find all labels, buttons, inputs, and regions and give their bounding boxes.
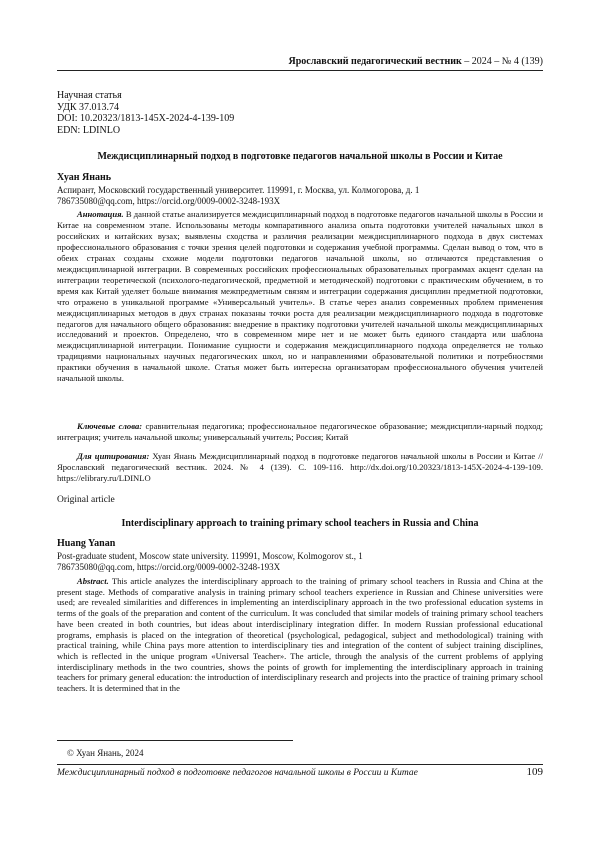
abstract-text-en: This article analyzes the interdisciplinary approach to the training of primary school teachers in Russia and China at the present stage. Methods of comparative analysis in training primary school teachers experience in Russian and Chinese universities were used; are revealed similarities and differences in implementing an interdisciplinary approach in the two professional education systems in terms of the goals of the preparation and content of the curriculum. It was concluded that similar models of training primary school teachers have been created in both countries, but ideas about interdisciplinary integration differ. In modern Russian professional educational programs, emphasis is placed on the integration of theoretical (psychological, pedagogical, subject and methodological) training with practical training, while China pays more attention to interdisciplinary ties and integration of the content of subject training disciplines, which is reflected in the unique program «Universal Teacher». The article, through the analysis of the current problems of applying interdisciplinary methods in the two countries, shows the points of growth for implementing the interdisciplinary approach in training teachers for primary general education: the introduction of interdisciplinary research and projects into the practice of training primary school teachers. It is determined that in the bbox=[57, 576, 543, 694]
abstract-ru bbox=[57, 209, 543, 384]
journal-name: Ярославский педагогический вестник bbox=[288, 56, 462, 67]
citation-text-ru: Хуан Янань Междисциплинарный подход в подготовке педагогов начальной школы в России и Китае // Ярославский педагогический вестник. 2024. № 4 (139). С. 109-116. http://dx.doi.org/10.20323/1813-145X-2024-4-139-109. https://elibrary.ru/LDINLO bbox=[57, 451, 544, 483]
article-meta bbox=[57, 90, 543, 136]
citation-label-ru: Для цитирования: bbox=[77, 451, 150, 461]
page-number: 109 bbox=[526, 766, 543, 778]
abstract-label-ru: Аннотация. bbox=[77, 209, 124, 219]
footnote-divider bbox=[57, 740, 293, 741]
running-footer bbox=[57, 766, 543, 780]
keywords-ru bbox=[57, 421, 543, 443]
author-affiliation-en: Post-graduate student, Moscow state university. 119991, Moscow, Kolmogorov st., 1 bbox=[57, 551, 363, 561]
keywords-text-ru: сравнительная педагогика; профессиональное педагогическое образование; междисципли-нарный подход; интеграция; учитель начальной школы; универсальный учитель; Россия; Китай bbox=[57, 421, 544, 442]
author-contacts-en: 786735080@qq.com, https://orcid.org/0009-0002-3248-193X bbox=[57, 562, 281, 572]
article-title-ru: Междисциплинарный подход в подготовке педагогов начальной школы в России и Китае bbox=[97, 151, 503, 162]
author-contacts-ru: 786735080@qq.com, https://orcid.org/0009-0002-3248-193X bbox=[57, 196, 281, 206]
author-block-en bbox=[57, 538, 543, 573]
abstract-label-en: Abstract. bbox=[77, 576, 109, 586]
keywords-label-ru: Ключевые слова: bbox=[77, 421, 143, 431]
author-name-en: Huang Yanan bbox=[57, 538, 116, 549]
journal-issue: – 2024 – № 4 (139) bbox=[461, 56, 543, 67]
edn: EDN: LDINLO bbox=[57, 124, 121, 136]
copyright-footnote: © Хуан Янань, 2024 bbox=[67, 748, 144, 758]
article-type: Научная статья bbox=[57, 90, 122, 101]
doi: DOI: 10.20323/1813-145X-2024-4-139-109 bbox=[57, 113, 235, 124]
author-affiliation-ru: Аспирант, Московский государственный университет. 119991, г. Москва, ул. Колмогорова, д. 1 bbox=[57, 185, 420, 195]
author-block-ru bbox=[57, 172, 543, 207]
running-header bbox=[57, 55, 543, 69]
article-title-en: Interdisciplinary approach to training primary school teachers in Russia and China bbox=[121, 518, 479, 529]
author-name-ru: Хуан Янань bbox=[57, 172, 112, 183]
header-divider bbox=[57, 70, 543, 71]
udk-code: УДК 37.013.74 bbox=[57, 101, 120, 113]
abstract-en bbox=[57, 576, 543, 694]
citation-ru bbox=[57, 451, 543, 484]
abstract-text-ru: В данной статье анализируется междисциплинарный подход в подготовке педагогов начальной школы в России и Китае на современном этапе. Использованы методы компаративного анализа опыта подготовки учителей начальных школ в российских и китайских вузах; выявлены сходства и различия реализации междисциплинарного подхода в двух системах профессионального образования с точки зрения целей подготовки и содержания учебной программы. Сделан вывод о том, что в обеих странах созданы схожие модели подготовки педагогов начальной школы, но отличаются представления о междисциплинарной интеграции. В современных российских профессиональных образовательных программах акцент сделан на интеграции теоретической (психолого-педагогической, предметной и методической) подготовки с практическим обучением, в то время как Китай уделяет больше внимания межпредметным связям и интеграции содержания дисциплин предметной подготовки, что отражено в уникальной программе «Универсальный учитель». В статье через анализ современных проблем применения междисциплинарных методов в двух странах показаны точки роста для реализации междисциплинарного подхода в подготовке педагогов для начального общего образования: внедрение в практику подготовки учителей начальной школы междисциплинарных исследований и проектов. Определено, что в современном мире нет и не может быть единого стандарта или шаблона междисциплинарной интеграции. Понимание сущности и содержания междисциплинарного подхода определяется не только традициями национальных научных педагогических школ, но и направлениями образовательной политики и потребностями практики обучения в начальной школе. Статья может быть интересна организаторам профессионального обучения учителей начальной школы. bbox=[57, 209, 543, 384]
original-article-label: Original article bbox=[57, 495, 115, 505]
footer-divider bbox=[57, 764, 543, 765]
running-title: Междисциплинарный подход в подготовке педагогов начальной школы в России и Китае bbox=[57, 768, 418, 778]
